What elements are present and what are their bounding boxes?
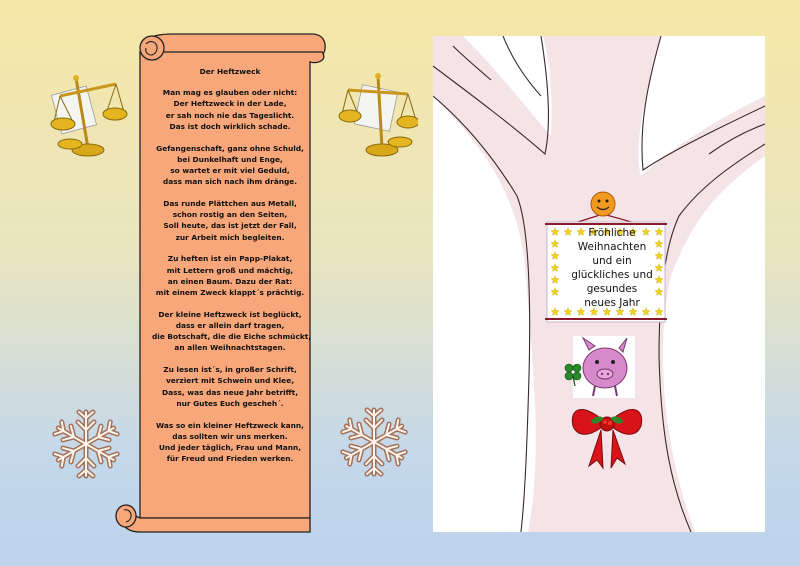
poem-line: er sah noch nie das Tageslicht.: [165, 110, 295, 120]
pig-icon: [573, 336, 635, 398]
poem-line: das sollten wir uns merken.: [172, 431, 288, 441]
poem-line: an allen Weihnachtstagen.: [174, 343, 286, 353]
poem-line: Das runde Plättchen aus Metall,: [163, 199, 297, 209]
poem-line: zur Arbeit mich begleiten.: [175, 232, 285, 242]
poem-line: an einen Baum. Dazu der Rat:: [167, 276, 293, 286]
poem-line: Zu lesen ist´s, in großer Schrift,: [163, 365, 297, 375]
greeting-line: Fröhliche: [588, 227, 636, 239]
poem-stanza: [152, 309, 312, 354]
poem-stanza: [152, 87, 308, 132]
poem-stanza: [152, 253, 308, 298]
poem-stanza: [152, 198, 308, 243]
poem-stanzas: [152, 87, 312, 464]
snowflake-icon: [336, 404, 412, 480]
poem-line: bei Dunkelhaft und Enge,: [177, 154, 283, 164]
poem-text: [152, 66, 312, 475]
poem-title: Der Heftzweck: [199, 67, 261, 76]
poem-line: dass man sich nach ihm dränge.: [162, 177, 298, 187]
poem-line: Man mag es glauben oder nicht:: [162, 88, 298, 98]
poem-line: dass er allein darf tragen,: [175, 321, 285, 331]
poem-line: die Botschaft, die die Eiche schmückt,: [152, 332, 312, 342]
poem-line: Was so ein kleiner Heftzweck kann,: [156, 420, 304, 430]
greeting-text: [563, 226, 661, 310]
greeting-line: Weihnachten: [577, 241, 647, 253]
poem-line: Dass, was das neue Jahr betrifft,: [161, 387, 299, 397]
snowflake-icon: [48, 406, 124, 482]
poem-line: Der Heftzweck in der Lade,: [173, 99, 287, 109]
poem-line: Zu heften ist ein Papp-Plakat,: [167, 254, 293, 264]
poem-line: Soll heute, das ist jetzt der Fall,: [163, 221, 297, 231]
greeting-line: glückliches und: [571, 269, 653, 281]
poem-line: Und jeder täglich, Frau und Mann,: [158, 443, 302, 453]
poem-line: Das ist doch wirklich schade.: [169, 121, 291, 131]
greeting-line: und ein: [592, 255, 632, 267]
poem-line: schon rostig an den Seiten,: [172, 210, 288, 220]
poem-line: mit einem Zweck klappt´s prächtig.: [155, 288, 305, 298]
tree-illustration: [433, 36, 765, 532]
poem-line: Gefangenschaft, ganz ohne Schuld,: [156, 143, 304, 153]
poem-line: Der kleine Heftzweck ist beglückt,: [158, 309, 302, 319]
scales-icon: [338, 70, 418, 160]
poem-scroll: [112, 30, 334, 535]
poem-stanza: [152, 364, 308, 409]
smiley-icon: [591, 192, 615, 216]
poem-line: mit Lettern groß und mächtig,: [166, 265, 294, 275]
greeting-line: neues Jahr: [584, 297, 640, 309]
poem-line: für Freud und Frieden werken.: [166, 454, 294, 464]
poem-stanza: [152, 420, 308, 465]
poem-stanza: [152, 143, 308, 188]
scales-icon: [48, 70, 128, 160]
poem-line: so wartet er mit viel Geduld,: [170, 166, 290, 176]
poem-line: verziert mit Schwein und Klee,: [165, 376, 295, 386]
poem-line: nur Gutes Euch gescheh´.: [176, 398, 284, 408]
greeting-line: gesundes: [586, 283, 638, 295]
